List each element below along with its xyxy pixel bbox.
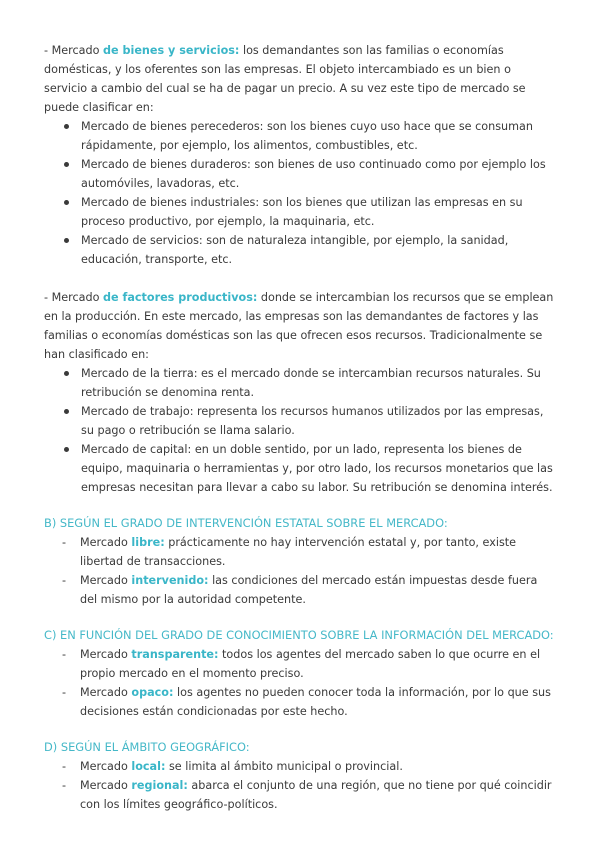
section-d-list <box>44 757 556 814</box>
goods-market-paragraph <box>44 41 556 117</box>
factors-text: donde se intercambian los recursos que se emplean en la producción. En este mercado, las empresas son las demandantes de factores y las familias o economías domésticas son las que ofrecen esos recursos. Tradicionalmente se han clasificado en: <box>44 291 554 361</box>
list-item: Mercado de trabajo: representa los recursos humanos utilizados por las empresas, su pago o retribución se llama salario. <box>81 402 556 440</box>
goods-term: de bienes y servicios: <box>103 44 240 57</box>
list-item: - Mercado opaco: los agentes no pueden conocer toda la información, por lo que sus decisiones están condicionadas por este hecho. <box>80 683 556 721</box>
goods-prefix: - Mercado <box>44 44 103 57</box>
factors-term: de factores productivos: <box>103 291 258 304</box>
section-c-title: C) EN FUNCIÓN DEL GRADO DE CONOCIMIENTO SOBRE LA INFORMACIÓN DEL MERCADO: <box>44 628 554 642</box>
section-b-list <box>44 533 556 609</box>
list-item: - Mercado libre: prácticamente no hay intervención estatal y, por tanto, existe libertad de transacciones. <box>80 533 556 571</box>
list-item: Mercado de capital: en un doble sentido, por un lado, representa los bienes de equipo, maquinaria o herramientas y, por otro lado, los recursos monetarios que las empresas necesitan para llevar a cabo su labor. Su retribución se denomina interés. <box>81 440 556 497</box>
list-item: - Mercado transparente: todos los agentes del mercado saben lo que ocurre en el propio mercado en el momento preciso. <box>80 645 556 683</box>
goods-text: los demandantes son las familias o economías domésticas, y los oferentes son las empresas. El objeto intercambiado es un bien o servicio a cambio del cual se ha de pagar un precio. A su vez este tipo de mercado se puede clasificar en: <box>44 44 526 114</box>
list-item: Mercado de bienes duraderos: son bienes de uso continuado como por ejemplo los automóviles, lavadoras, etc. <box>81 155 556 193</box>
list-item: - Mercado regional: abarca el conjunto de una región, que no tiene por qué coincidir con los límites geográfico-políticos. <box>80 776 556 814</box>
goods-list <box>44 117 556 269</box>
section-d-title: D) SEGÚN EL ÁMBITO GEOGRÁFICO: <box>44 740 250 754</box>
list-item: Mercado de bienes industriales: son los bienes que utilizan las empresas en su proceso productivo, por ejemplo, la maquinaria, etc. <box>81 193 556 231</box>
section-c-list <box>44 645 556 721</box>
list-item: - Mercado local: se limita al ámbito municipal o provincial. <box>80 757 556 776</box>
list-item: Mercado de bienes perecederos: son los bienes cuyo uso hace que se consuman rápidamente, por ejemplo, los alimentos, combustibles, etc. <box>81 117 556 155</box>
list-item: Mercado de servicios: son de naturaleza intangible, por ejemplo, la sanidad, educación, transporte, etc. <box>81 231 556 269</box>
factors-list <box>44 364 556 497</box>
list-item: - Mercado intervenido: las condiciones del mercado están impuestas desde fuera del mismo por la autoridad competente. <box>80 571 556 609</box>
list-item: Mercado de la tierra: es el mercado donde se intercambian recursos naturales. Su retribución se denomina renta. <box>81 364 556 402</box>
factors-prefix: - Mercado <box>44 291 103 304</box>
section-b-title: B) SEGÚN EL GRADO DE INTERVENCIÓN ESTATAL SOBRE EL MERCADO: <box>44 516 448 530</box>
factors-market-paragraph <box>44 288 556 364</box>
